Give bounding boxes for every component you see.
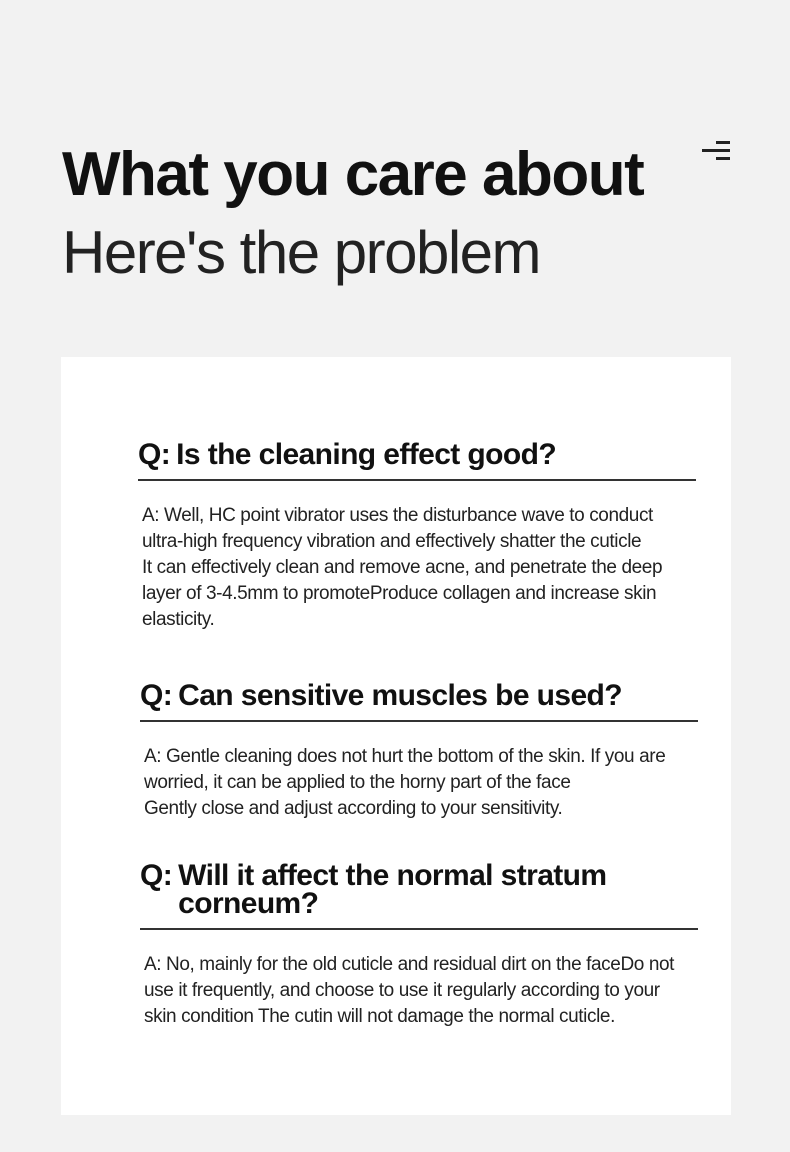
faq-item-sensitive-skin	[140, 679, 698, 822]
menu-line	[716, 141, 730, 144]
page-header	[62, 138, 702, 290]
faq-item-cleaning-effect	[138, 438, 696, 633]
menu-line	[702, 149, 730, 152]
menu-lines-icon[interactable]	[700, 140, 732, 164]
answer-line: A: Gentle cleaning does not hurt the bottom of the skin. If you are	[144, 746, 666, 767]
faq-item-stratum-corneum	[140, 859, 698, 1030]
faq-question	[140, 859, 698, 930]
faq-card	[61, 357, 731, 1115]
faq-question	[140, 679, 698, 722]
answer-line: elasticity.	[142, 609, 215, 630]
answer-line: use it frequently, and choose to use it regularly according to your	[144, 980, 660, 1001]
page-subtitle: Here's the problem	[62, 219, 541, 286]
faq-answer	[140, 952, 698, 1030]
answer-line: It can effectively clean and remove acne, and penetrate the deep	[142, 557, 663, 578]
question-prefix: Q:	[140, 859, 173, 892]
answer-line: skin condition The cutin will not damage the normal cuticle.	[144, 1006, 615, 1027]
question-text: Will it affect the normal stratum corneum?	[178, 859, 607, 920]
answer-line: layer of 3-4.5mm to promoteProduce collagen and increase skin	[142, 583, 657, 604]
answer-line: A: No, mainly for the old cuticle and residual dirt on the faceDo not	[144, 954, 675, 975]
answer-line: ultra-high frequency vibration and effectively shatter the cuticle	[142, 531, 642, 552]
faq-answer	[138, 503, 696, 633]
answer-line: Gently close and adjust according to your sensitivity.	[144, 798, 563, 819]
faq-question	[138, 438, 696, 481]
page-title: What you care about	[62, 140, 644, 209]
answer-line: worried, it can be applied to the horny part of the face	[144, 772, 571, 793]
faq-answer	[140, 744, 698, 822]
answer-line: A: Well, HC point vibrator uses the disturbance wave to conduct	[142, 505, 653, 526]
question-prefix: Q:	[138, 438, 171, 471]
menu-line	[716, 157, 730, 160]
question-text: Is the cleaning effect good?	[176, 438, 557, 471]
question-prefix: Q:	[140, 679, 173, 712]
question-text: Can sensitive muscles be used?	[178, 679, 622, 712]
